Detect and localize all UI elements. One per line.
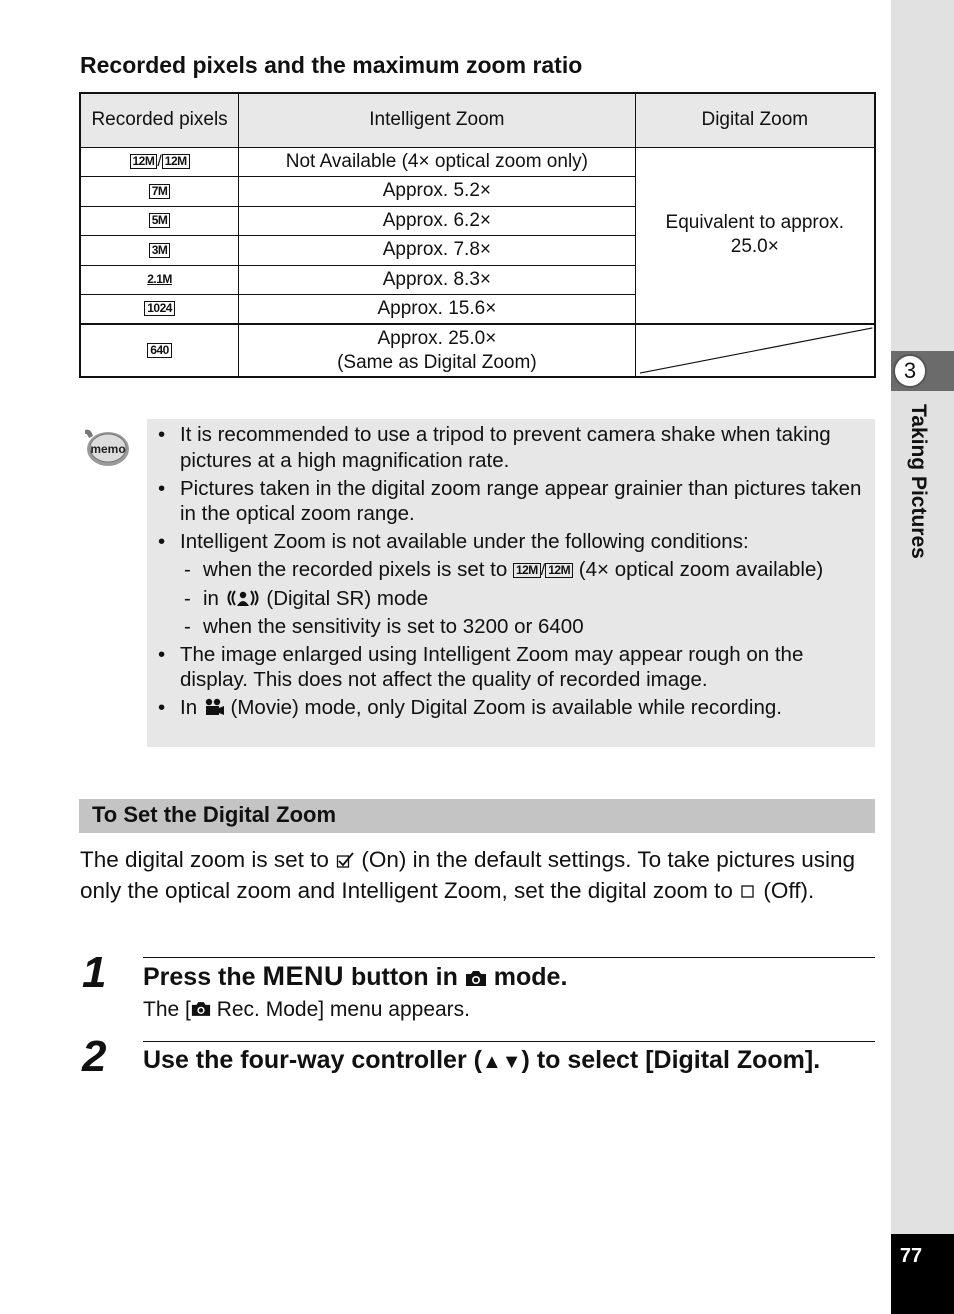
3m-icon: 3M: [149, 243, 171, 258]
step-divider: [143, 1041, 875, 1042]
not-applicable-cell: [635, 324, 875, 377]
640-icon: 640: [147, 343, 172, 358]
pixels-cell: 12M / 12M: [80, 147, 239, 177]
camera-icon: [191, 1001, 211, 1017]
12m-wide-icon: 12M: [513, 563, 541, 578]
intelligent-zoom-cell: Approx. 15.6×: [239, 295, 635, 325]
chapter-title: Taking Pictures: [907, 404, 930, 559]
step-text: mode.: [493, 963, 568, 991]
camera-icon: [465, 970, 487, 987]
step-divider: [143, 957, 875, 958]
header-recorded-pixels: Recorded pixels: [80, 93, 239, 147]
chapter-number: 3: [893, 354, 927, 388]
memo-icon: [81, 426, 131, 468]
step-number: 1: [82, 948, 107, 997]
pixels-cell: [80, 206, 239, 236]
digital-zoom-cell: [635, 147, 875, 324]
digital-zoom-value: Equivalent to approx. 25.0×: [665, 212, 845, 258]
step-text: ) to select [Digital Zoom].: [521, 1046, 821, 1074]
header-digital-zoom: Digital Zoom: [635, 93, 875, 147]
step-text: button in: [350, 963, 458, 991]
memo-sub-text: (Digital SR) mode: [266, 586, 429, 610]
12m-wide-icon: 12M: [130, 154, 158, 169]
2-1m-icon: 2.1M: [147, 272, 172, 287]
table-row: [80, 147, 875, 177]
intelligent-zoom-cell: Approx. 6.2×: [239, 206, 635, 236]
pixels-cell: [80, 324, 239, 377]
paragraph-text: (Off).: [763, 878, 815, 903]
intelligent-zoom-cell: Approx. 7.8×: [239, 236, 635, 266]
intro-paragraph: [80, 844, 880, 906]
menu-button-label: MENU: [262, 961, 345, 991]
header-intelligent-zoom: Intelligent Zoom: [239, 93, 635, 147]
paragraph-text: The digital zoom is set to: [80, 847, 329, 872]
step-title: [143, 1043, 843, 1079]
chapter-sidebar: [891, 0, 954, 1314]
memo-list: [158, 422, 870, 723]
diagonal-slash: [636, 325, 874, 376]
memo-bullet: • The image enlarged using Intelligent Zoom may appear rough on the display. This does not affect the quality of recorded image.: [158, 642, 870, 693]
memo-sub-item: - when the sensitivity is set to 3200 or 6400: [158, 614, 870, 640]
intelligent-zoom-cell: Approx. 5.2×: [239, 177, 635, 207]
paragraph-text: (On) in the default settings. To take pictures using only the optical zoom and Intelligent Zoom, set the digital zoom to: [80, 847, 856, 903]
section-bar-title: To Set the Digital Zoom: [92, 802, 337, 827]
step-text: Use the four-way controller (: [143, 1046, 482, 1074]
memo-icon-label: memo: [90, 442, 126, 456]
step-number: 2: [82, 1032, 107, 1081]
table-header-row: [80, 93, 875, 147]
7m-icon: 7M: [149, 184, 171, 199]
step-desc-text: Rec. Mode] menu appears.: [216, 998, 471, 1021]
12m-icon: 12M: [545, 563, 573, 578]
up-down-arrows-icon: ▲▼: [481, 1051, 522, 1073]
memo-bullet: • Pictures taken in the digital zoom range appear grainier than pictures taken in the optical zoom range.: [158, 476, 870, 527]
step-description: [143, 998, 470, 1022]
memo-sub-item: [158, 586, 870, 612]
movie-icon: [203, 698, 225, 716]
intelligent-zoom-cell: Approx. 8.3×: [239, 265, 635, 295]
table-row: [80, 324, 875, 377]
5m-icon: 5M: [149, 213, 171, 228]
memo-bullet: [158, 695, 870, 721]
pixels-cell: [80, 265, 239, 295]
memo-bullet: • It is recommended to use a tripod to prevent camera shake when taking pictures at a high magnification rate.: [158, 422, 870, 473]
12m-icon: 12M: [162, 154, 190, 169]
step-text: Press the: [143, 963, 256, 991]
memo-bullet-text: In: [180, 696, 198, 720]
pixels-cell: [80, 236, 239, 266]
digital-sr-icon: [225, 588, 261, 608]
section-heading: Recorded pixels and the maximum zoom ratio: [80, 52, 583, 78]
memo-bullet-text: (Movie) mode, only Digital Zoom is available while recording.: [230, 696, 782, 720]
memo-sub-item: - when the recorded pixels is set to 12M / 12M (4× optical zoom available): [158, 557, 870, 583]
memo-sub-text: in: [203, 586, 219, 610]
empty-box-icon: [739, 882, 757, 900]
pixels-cell: [80, 295, 239, 325]
memo-sub-text: when the recorded pixels is set to: [203, 558, 508, 581]
intelligent-zoom-line1: Approx. 25.0×: [377, 327, 497, 349]
pixels-cell: [80, 177, 239, 207]
checked-box-icon: [335, 851, 355, 869]
intelligent-zoom-cell: [239, 324, 635, 377]
intelligent-zoom-line2: (Same as Digital Zoom): [337, 351, 537, 373]
memo-sub-text: (4× optical zoom available): [578, 558, 824, 581]
zoom-ratio-table: [79, 92, 876, 378]
intelligent-zoom-cell: Not Available (4× optical zoom only): [239, 147, 635, 177]
page-number: 77: [899, 1245, 923, 1267]
step-title: [143, 959, 567, 994]
1024-icon: 1024: [144, 301, 175, 316]
step-desc-text: The [: [143, 998, 191, 1021]
memo-bullet: • Intelligent Zoom is not available under the following conditions:: [158, 529, 870, 555]
